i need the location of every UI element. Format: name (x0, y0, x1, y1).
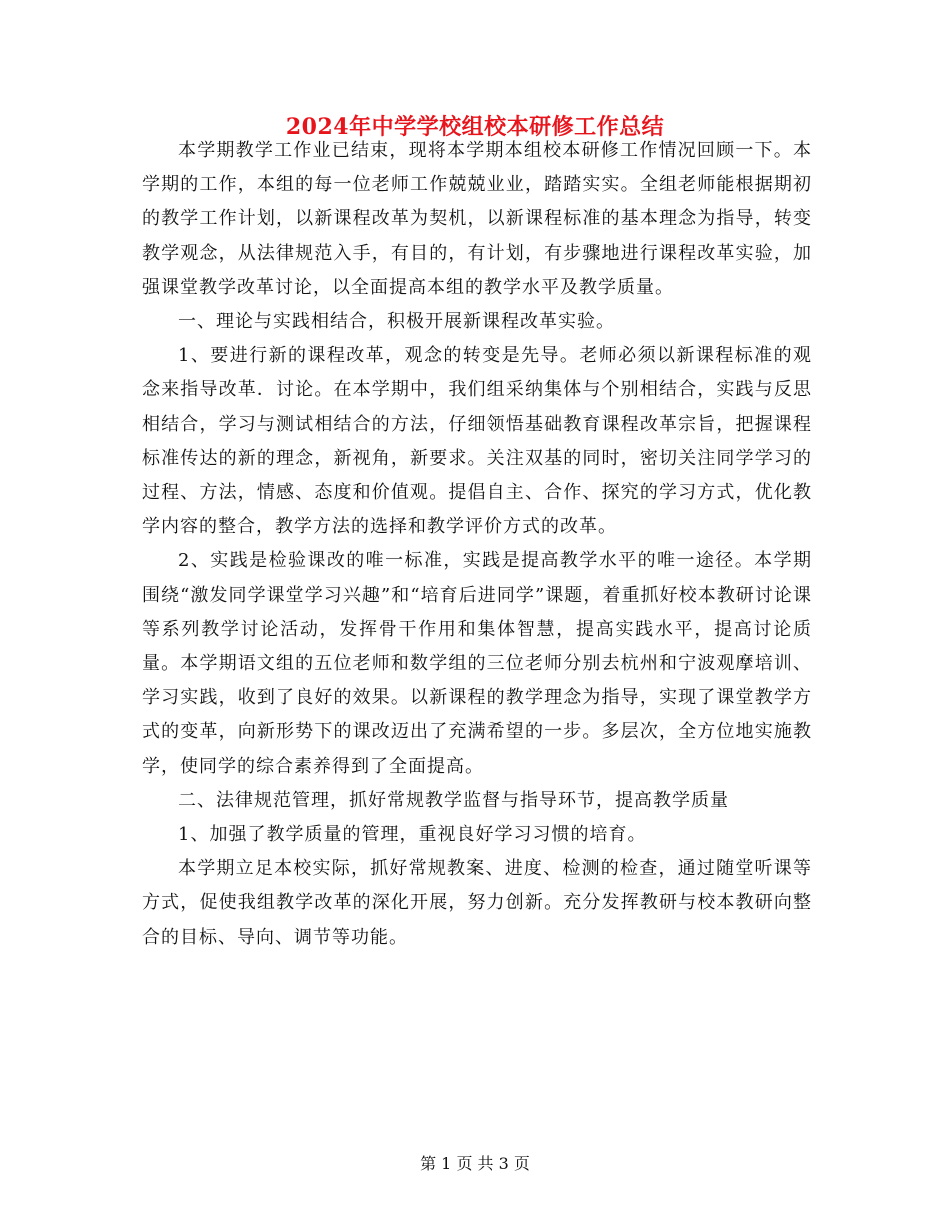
paragraph-1-1: 1、要进行新的课程改革，观念的转变是先导。老师必须以新课程标准的观念来指导改革．讨论。在本学期中，我们组采纳集体与个别相结合，实践与反思相结合，学习与测试相结合的方法，仔细领悟基础教育课程改革宗旨，把握课程标准传达的新的理念，新视角，新要求。关注双基的同时，密切关注同学学习的过程、方法，情感、态度和价值观。提倡自主、合作、探究的学习方式，优化教学内容的整合，教学方法的选择和教学评价方式的改革。 (142, 345, 812, 538)
paragraph-2-1-detail: 本学期立足本校实际，抓好常规教案、进度、检测的检查，通过随堂听课等方式，促使我组教学改革的深化开展，努力创新。充分发挥教研与校本教研向整合的目标、导向、调节等功能。 (142, 858, 812, 948)
section-heading-2: 二、法律规范管理，抓好常规教学监督与指导环节，提高教学质量 (178, 789, 729, 811)
paragraph-intro: 本学期教学工作业已结束，现将本学期本组校本研修工作情况回顾一下。本学期的工作，本组的每一位老师工作兢兢业业，踏踏实实。全组老师能根据期初的教学工作计划，以新课程改革为契机，以新课程标准的基本理念为指导，转变教学观念，从法律规范入手，有目的，有计划，有步骤地进行课程改革实验，加强课堂教学改革讨论，以全面提高本组的教学水平及教学质量。 (142, 140, 812, 298)
section-heading-1: 一、理论与实践相结合，积极开展新课程改革实验。 (178, 311, 615, 333)
paragraph-1-2: 2、实践是检验课改的唯一标准，实践是提高教学水平的唯一途径。本学期围绕“激发同学课堂学习兴趣”和“培育后进同学”课题，着重抓好校本教研讨论课等系列教学讨论活动，发挥骨干作用和集体智慧，提高实践水平，提高讨论质量。本学期语文组的五位老师和数学组的三位老师分别去杭州和宁波观摩培训、学习实践，收到了良好的效果。以新课程的教学理念为指导，实现了课堂教学方式的变革，向新形势下的课改迈出了充满希望的一步。多层次，全方位地实施教学，使同学的综合素养得到了全面提高。 (142, 550, 812, 777)
page-footer: 第 1 页 共 3 页 (420, 1154, 530, 1173)
document-title: 2024年中学学校组校本研修工作总结 (285, 114, 665, 140)
paragraph-2-1: 1、加强了教学质量的管理，重视良好学习习惯的培育。 (178, 824, 647, 846)
document-body (142, 134, 812, 955)
